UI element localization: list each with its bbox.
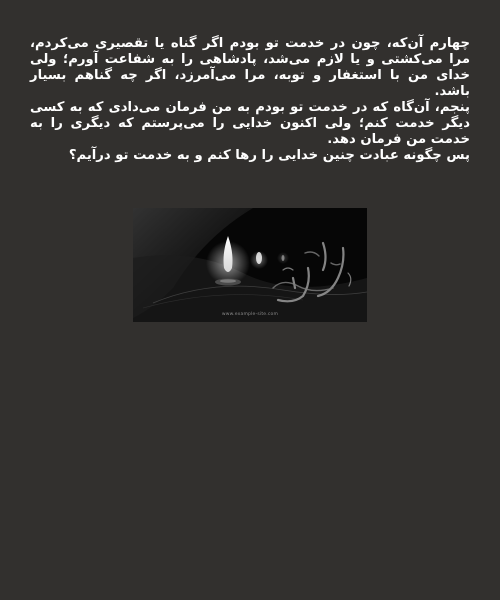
candle-calligraphy-image [133, 208, 367, 322]
candle-scene-graphic [133, 208, 367, 322]
article-text [30, 36, 470, 164]
image-watermark-caption: www.example-site.com [221, 312, 279, 317]
paragraph-conclusion: پس چگونه عبادت چنین خدایی را رها کنم و به خدمت تو درآیم؟ [68, 148, 470, 163]
paragraph-fifth-reason: پنجم، آن‌گاه که در خدمت تو بودم به من فرمان می‌دادی که به کسی دیگر خدمت کنم؛ ولی اکنون خدایی را می‌پرستم که دیگری را به خدمت من فرمان دهد. [30, 100, 470, 147]
paragraph-fourth-reason: چهارم آن‌که، چون در خدمت تو بودم اگر گناه یا تقصیری می‌کردم، مرا می‌کشتی و یا لازم می‌شد، پادشاهی را به شفاعت آورم؛ ولی خدای من با استغفار و توبه، مرا می‌آمرزد، اگر چه گناهم بسیار باشد. [30, 36, 470, 99]
